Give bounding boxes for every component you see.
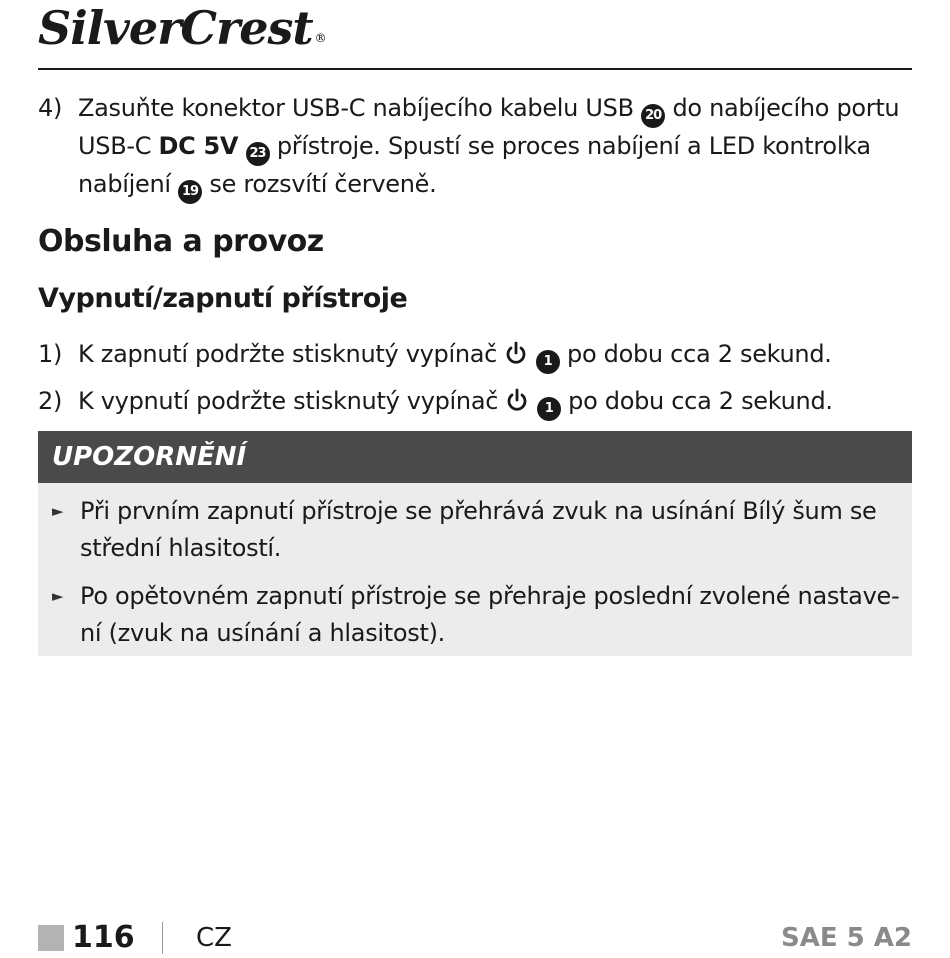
brand-name: SilverCrest — [38, 1, 313, 55]
language-code: CZ — [196, 923, 232, 953]
step-text-part: do nabíjecího portu USB-C — [78, 94, 900, 160]
page-marker-square — [38, 925, 64, 951]
step-2 — [38, 383, 912, 421]
step-text-part: K zapnutí podržte stisknutý vypínač — [78, 340, 505, 368]
bold-dc5v: DC 5V — [158, 132, 239, 160]
note-item-text: Při prvním zapnutí přístroje se přehrává zvuk na usínání Bílý šum se střední hlasitostí. — [80, 497, 877, 562]
subsection-title: Vypnutí/zapnutí přístroje — [38, 283, 408, 314]
note-item — [52, 578, 902, 652]
header-rule — [38, 68, 912, 70]
step-text-part: po dobu cca 2 sekund. — [560, 387, 833, 415]
step-text-part: se rozsvítí červeně. — [202, 170, 437, 198]
ref-badge-23: 23 — [246, 142, 270, 166]
note-item — [52, 493, 902, 567]
step-text-part — [238, 132, 245, 160]
page-footer — [38, 918, 912, 958]
power-icon — [505, 387, 529, 413]
step-text-part: K vypnutí podržte stisknutý vypínač — [78, 387, 506, 415]
step-1 — [38, 336, 912, 374]
triangle-right-icon: ► — [52, 502, 64, 520]
ref-badge-1: 1 — [537, 397, 561, 421]
step-text-part: Zasuňte konektor USB-C nabíjecího kabelu USB — [78, 94, 642, 122]
step-text — [78, 383, 912, 421]
step-text-part: přístroje. Spustí se proces nabíjení a LED kontrolka nabíjení — [78, 132, 871, 198]
note-item-text: Po opětovném zapnutí přístroje se přehraje poslední zvolené nastave-ní (zvuk na usínání a hlasitost). — [80, 582, 900, 647]
step-number: 4) — [38, 94, 63, 122]
power-icon — [504, 340, 528, 366]
note-box — [38, 431, 912, 656]
brand-logo — [38, 0, 326, 56]
ref-badge-20: 20 — [641, 104, 665, 128]
ref-badge-19: 19 — [178, 180, 202, 204]
step-number: 1) — [38, 340, 63, 368]
triangle-right-icon: ► — [52, 587, 64, 605]
page-number: 116 — [72, 920, 135, 955]
ref-badge-1: 1 — [536, 350, 560, 374]
step-number: 2) — [38, 387, 63, 415]
registered-mark: ® — [314, 31, 326, 45]
step-4 — [38, 90, 912, 204]
step-text — [78, 336, 912, 374]
model-number: SAE 5 A2 — [780, 923, 912, 953]
step-text — [78, 90, 912, 204]
step-text-part: po dobu cca 2 sekund. — [559, 340, 832, 368]
note-title: UPOZORNĚNÍ — [38, 431, 912, 483]
section-title: Obsluha a provoz — [38, 224, 324, 259]
footer-separator — [162, 922, 163, 954]
